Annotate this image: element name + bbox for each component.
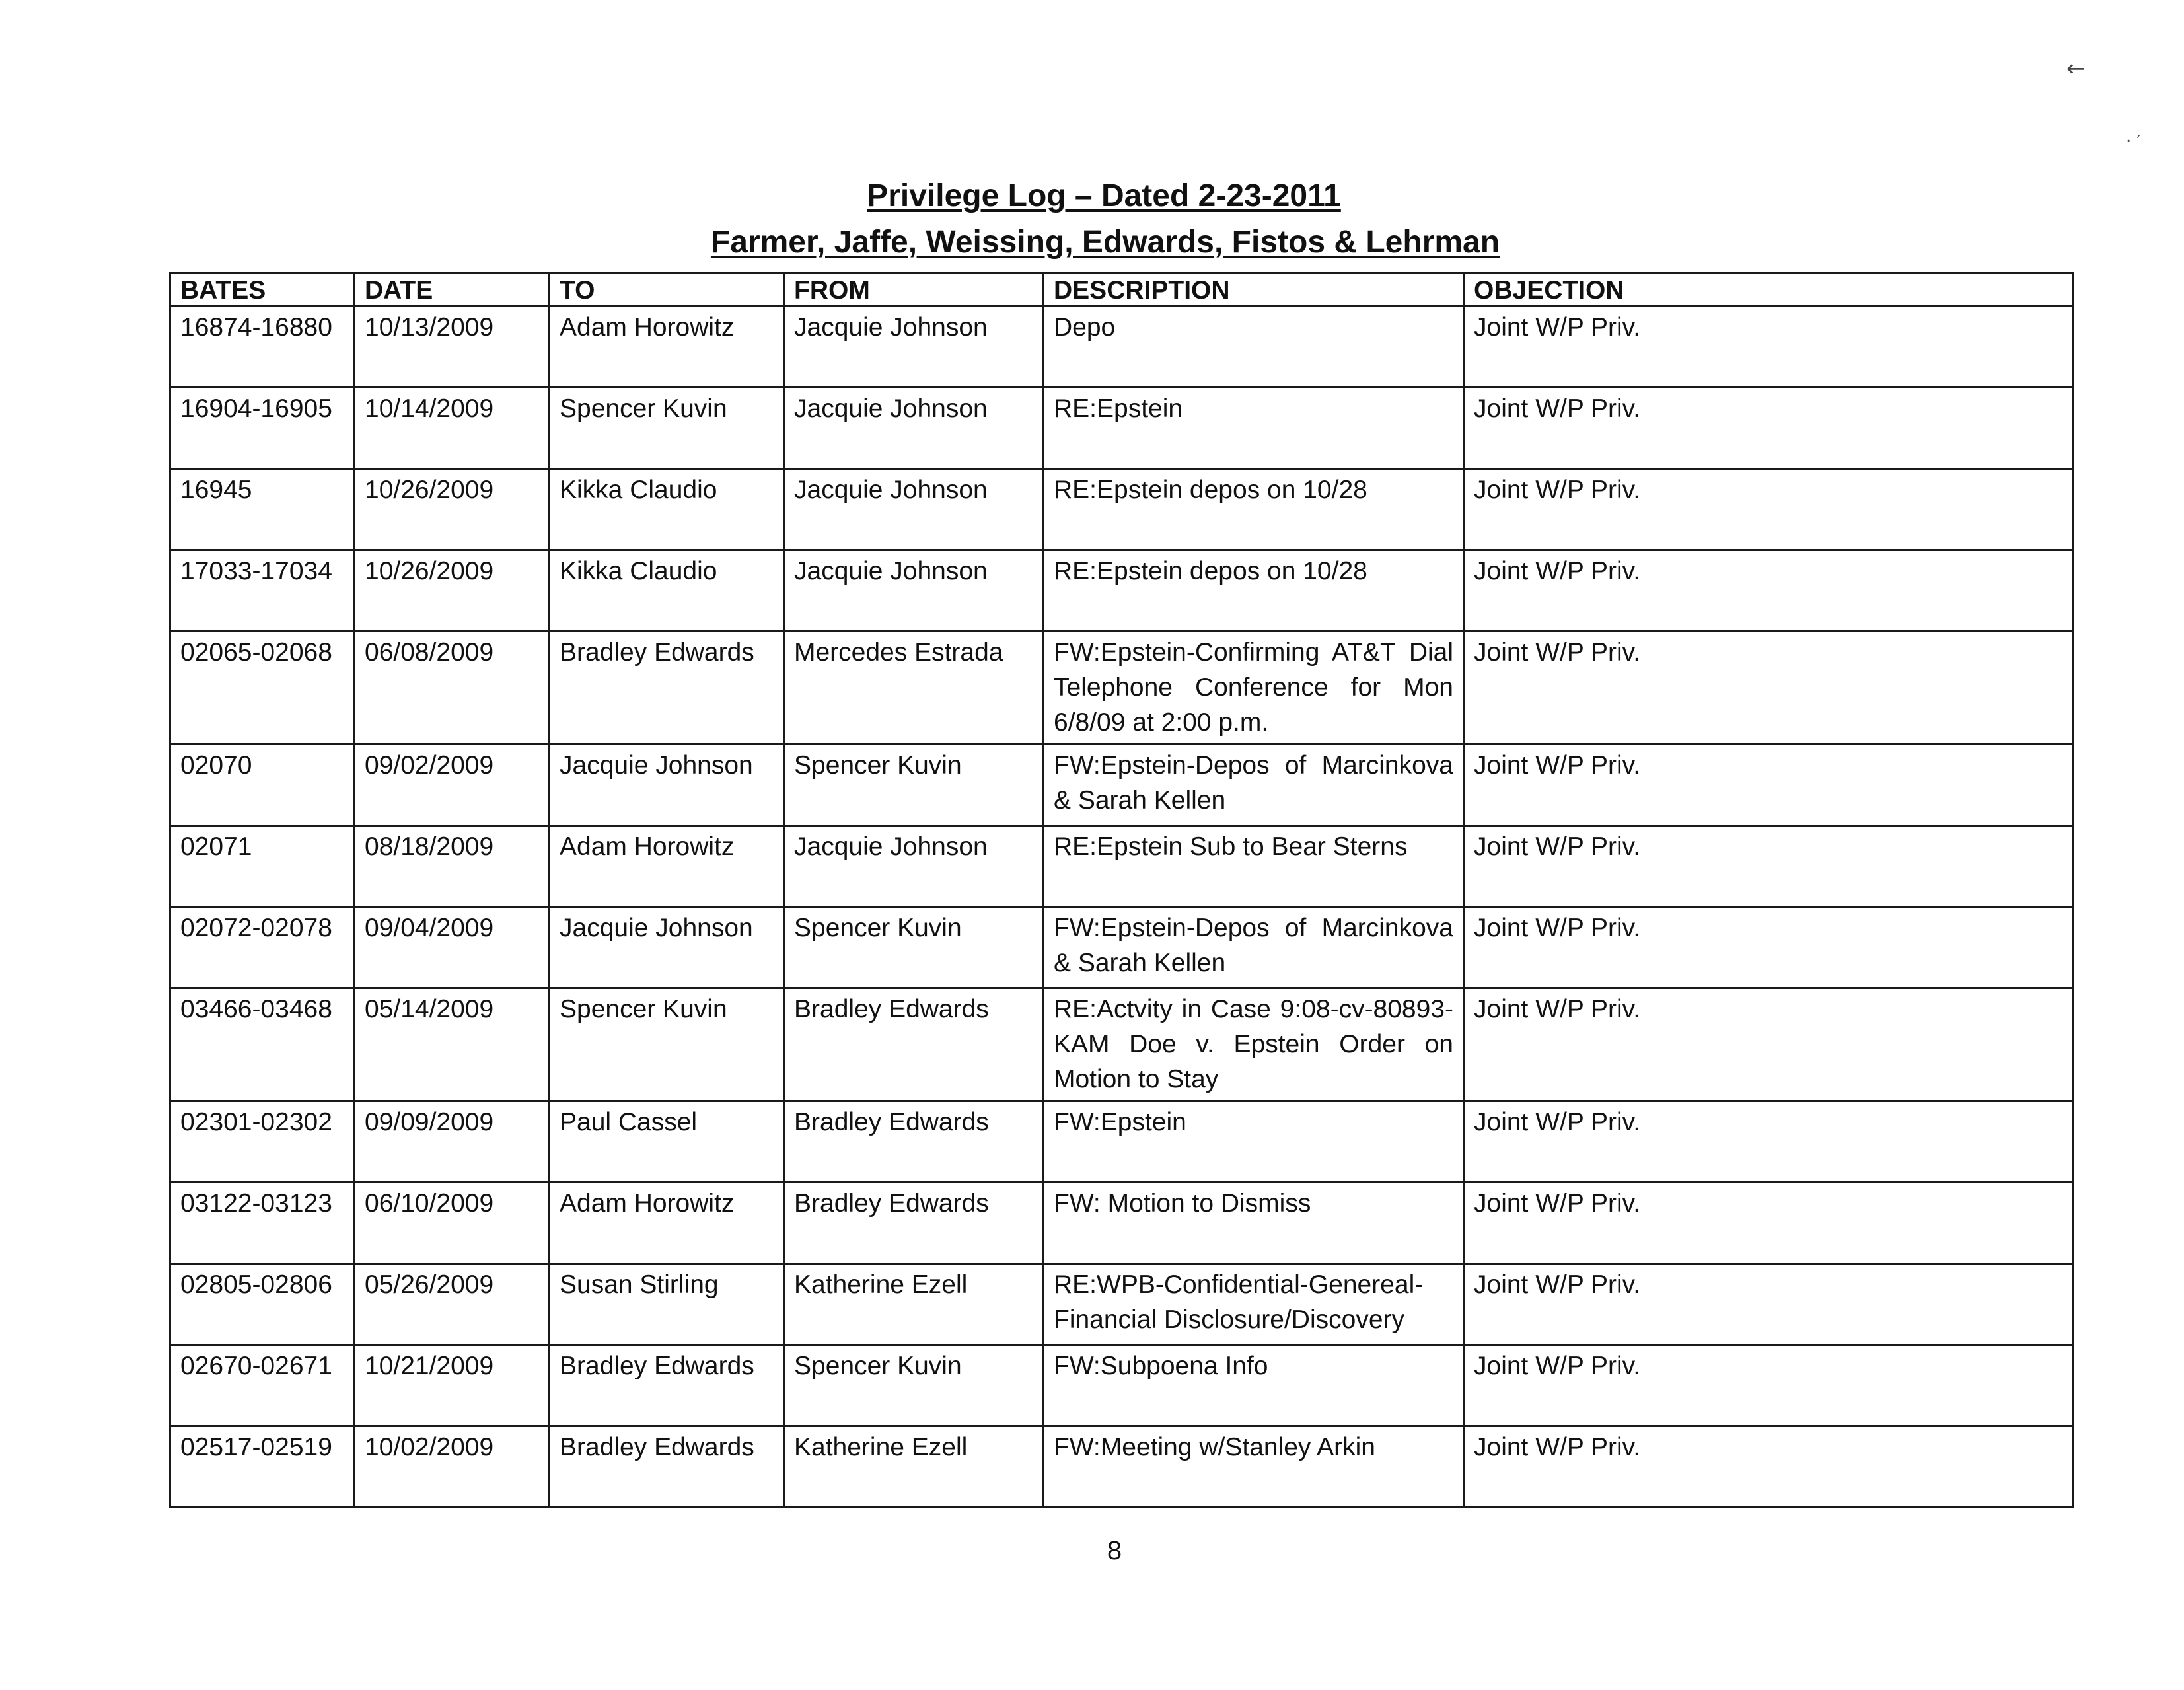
cell-from: Spencer Kuvin <box>784 1345 1044 1426</box>
cell-to: Spencer Kuvin <box>550 388 784 469</box>
cell-objection: Joint W/P Priv. <box>1464 550 2073 632</box>
cell-to: Adam Horowitz <box>550 307 784 388</box>
cell-from: Bradley Edwards <box>784 1183 1044 1264</box>
cell-to: Adam Horowitz <box>550 1183 784 1264</box>
cell-bates: 02065-02068 <box>170 632 355 745</box>
cell-from: Bradley Edwards <box>784 1101 1044 1183</box>
cell-description: RE:Epstein depos on 10/28 <box>1044 469 1464 550</box>
table-row <box>170 1101 2073 1183</box>
table-row <box>170 1345 2073 1426</box>
cell-date: 10/26/2009 <box>355 550 550 632</box>
cell-bates: 02805-02806 <box>170 1264 355 1345</box>
table-row <box>170 388 2073 469</box>
cell-objection: Joint W/P Priv. <box>1464 469 2073 550</box>
cell-from: Mercedes Estrada <box>784 632 1044 745</box>
page-title: Privilege Log – Dated 2-23-2011 <box>867 178 1341 213</box>
header-date: DATE <box>355 274 550 307</box>
cell-objection: Joint W/P Priv. <box>1464 1183 2073 1264</box>
cell-from: Bradley Edwards <box>784 988 1044 1101</box>
privilege-log-table <box>169 272 2074 1508</box>
cell-date: 10/14/2009 <box>355 388 550 469</box>
cell-to: Bradley Edwards <box>550 1345 784 1426</box>
cell-description: RE:WPB-Confidential-Genereal-Financial Disclosure/Discovery <box>1044 1264 1464 1345</box>
cell-description: RE:Actvity in Case 9:08-cv-80893-KAM Doe v. Epstein Order on Motion to Stay <box>1044 988 1464 1101</box>
cell-bates: 02670-02671 <box>170 1345 355 1426</box>
cell-date: 08/18/2009 <box>355 826 550 907</box>
cell-bates: 02301-02302 <box>170 1101 355 1183</box>
cell-objection: Joint W/P Priv. <box>1464 307 2073 388</box>
cell-description: FW: Motion to Dismiss <box>1044 1183 1464 1264</box>
scan-artifact: ‧ ′ <box>2126 132 2141 152</box>
cell-from: Jacquie Johnson <box>784 307 1044 388</box>
cell-date: 10/13/2009 <box>355 307 550 388</box>
header-description: DESCRIPTION <box>1044 274 1464 307</box>
page-subtitle: Farmer, Jaffe, Weissing, Edwards, Fistos & Lehrman <box>710 225 1500 260</box>
cell-description: FW:Subpoena Info <box>1044 1345 1464 1426</box>
cell-bates: 17033-17034 <box>170 550 355 632</box>
cell-bates: 02072-02078 <box>170 907 355 988</box>
table-row <box>170 1183 2073 1264</box>
cell-to: Kikka Claudio <box>550 469 784 550</box>
cell-bates: 16945 <box>170 469 355 550</box>
cell-from: Jacquie Johnson <box>784 550 1044 632</box>
cell-bates: 16904-16905 <box>170 388 355 469</box>
page-number <box>0 1536 2184 1566</box>
cell-description: RE:Epstein <box>1044 388 1464 469</box>
cell-objection: Joint W/P Priv. <box>1464 1101 2073 1183</box>
cell-objection: Joint W/P Priv. <box>1464 826 2073 907</box>
table-row <box>170 469 2073 550</box>
cell-from: Katherine Ezell <box>784 1264 1044 1345</box>
cell-description: FW:Epstein-Confirming AT&T Dial Telephone Conference for Mon 6/8/09 at 2:00 p.m. <box>1044 632 1464 745</box>
cell-bates: 16874-16880 <box>170 307 355 388</box>
cell-from: Katherine Ezell <box>784 1426 1044 1508</box>
cell-objection: Joint W/P Priv. <box>1464 388 2073 469</box>
table-header-row <box>170 274 2073 307</box>
page-number-text: 8 <box>1107 1536 1122 1565</box>
title-block <box>0 173 2184 266</box>
table-row <box>170 988 2073 1101</box>
cell-date: 09/02/2009 <box>355 745 550 826</box>
cell-bates: 02517-02519 <box>170 1426 355 1508</box>
cell-from: Spencer Kuvin <box>784 907 1044 988</box>
cell-description: FW:Epstein <box>1044 1101 1464 1183</box>
cell-to: Bradley Edwards <box>550 632 784 745</box>
table-row <box>170 1426 2073 1508</box>
table-row <box>170 907 2073 988</box>
cell-to: Jacquie Johnson <box>550 907 784 988</box>
cell-to: Susan Stirling <box>550 1264 784 1345</box>
table-row <box>170 826 2073 907</box>
cell-bates: 02071 <box>170 826 355 907</box>
table-row <box>170 550 2073 632</box>
cell-bates: 02070 <box>170 745 355 826</box>
header-to: TO <box>550 274 784 307</box>
cell-to: Paul Cassel <box>550 1101 784 1183</box>
cell-objection: Joint W/P Priv. <box>1464 988 2073 1101</box>
table-row <box>170 1264 2073 1345</box>
cell-date: 06/08/2009 <box>355 632 550 745</box>
cell-description: FW:Epstein-Depos of Marcinkova & Sarah Kellen <box>1044 745 1464 826</box>
cell-date: 10/02/2009 <box>355 1426 550 1508</box>
cell-date: 06/10/2009 <box>355 1183 550 1264</box>
cell-from: Jacquie Johnson <box>784 388 1044 469</box>
cell-date: 10/26/2009 <box>355 469 550 550</box>
header-objection: OBJECTION <box>1464 274 2073 307</box>
header-bates: BATES <box>170 274 355 307</box>
cell-date: 09/09/2009 <box>355 1101 550 1183</box>
cell-to: Adam Horowitz <box>550 826 784 907</box>
cell-to: Bradley Edwards <box>550 1426 784 1508</box>
cell-objection: Joint W/P Priv. <box>1464 1264 2073 1345</box>
cell-bates: 03466-03468 <box>170 988 355 1101</box>
cell-objection: Joint W/P Priv. <box>1464 632 2073 745</box>
cell-description: FW:Meeting w/Stanley Arkin <box>1044 1426 1464 1508</box>
cell-objection: Joint W/P Priv. <box>1464 1345 2073 1426</box>
cell-objection: Joint W/P Priv. <box>1464 745 2073 826</box>
cell-bates: 03122-03123 <box>170 1183 355 1264</box>
table-row <box>170 632 2073 745</box>
cell-to: Kikka Claudio <box>550 550 784 632</box>
cell-from: Jacquie Johnson <box>784 826 1044 907</box>
cell-description: FW:Epstein-Depos of Marcinkova & Sarah Kellen <box>1044 907 1464 988</box>
cell-date: 10/21/2009 <box>355 1345 550 1426</box>
cell-description: RE:Epstein depos on 10/28 <box>1044 550 1464 632</box>
cell-from: Spencer Kuvin <box>784 745 1044 826</box>
cell-objection: Joint W/P Priv. <box>1464 1426 2073 1508</box>
cell-from: Jacquie Johnson <box>784 469 1044 550</box>
table-row <box>170 307 2073 388</box>
header-from: FROM <box>784 274 1044 307</box>
cell-to: Spencer Kuvin <box>550 988 784 1101</box>
cell-date: 05/26/2009 <box>355 1264 550 1345</box>
cell-date: 09/04/2009 <box>355 907 550 988</box>
scan-artifact: ← <box>2066 55 2086 82</box>
cell-date: 05/14/2009 <box>355 988 550 1101</box>
cell-description: Depo <box>1044 307 1464 388</box>
cell-objection: Joint W/P Priv. <box>1464 907 2073 988</box>
table-row <box>170 745 2073 826</box>
cell-to: Jacquie Johnson <box>550 745 784 826</box>
cell-description: RE:Epstein Sub to Bear Sterns <box>1044 826 1464 907</box>
